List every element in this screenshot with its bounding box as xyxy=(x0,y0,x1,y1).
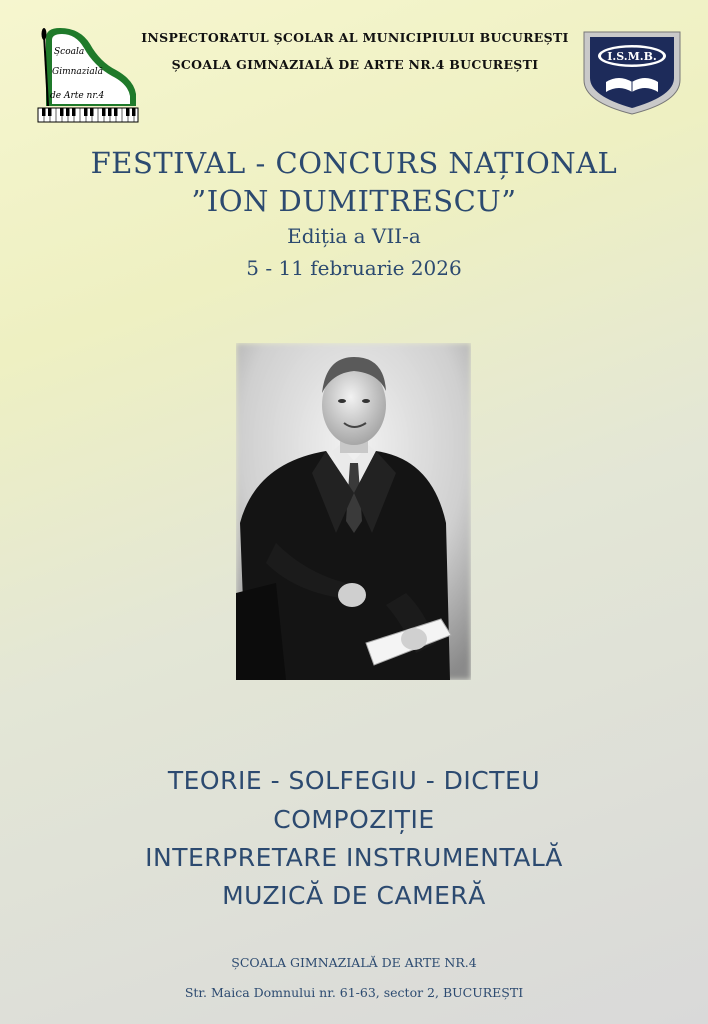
svg-text:Școala: Școala xyxy=(54,47,85,57)
svg-text:I.S.M.B.: I.S.M.B. xyxy=(607,50,657,63)
section-composition: COMPOZIȚIE xyxy=(273,805,435,834)
footer-address: Str. Maica Domnului nr. 61-63, sector 2, BUCUREȘTI xyxy=(184,985,524,1000)
section-instrumental: INTERPRETARE INSTRUMENTALĂ xyxy=(145,843,563,872)
school-name: ȘCOALA GIMNAZIALĂ DE ARTE NR.4 BUCUREȘTI xyxy=(171,57,539,72)
inspectorate-name: INSPECTORATUL ȘCOLAR AL MUNICIPIULUI BUCUREȘTI xyxy=(141,30,569,45)
festival-title: FESTIVAL - CONCURS NAȚIONAL xyxy=(90,146,618,180)
ismb-crest-logo xyxy=(580,28,684,116)
festival-dates: 5 - 11 februarie 2026 xyxy=(246,256,462,280)
footer-school-name: ȘCOALA GIMNAZIALĂ DE ARTE NR.4 xyxy=(231,955,477,970)
svg-text:Gimnazială: Gimnazială xyxy=(52,67,103,77)
school-logo xyxy=(36,24,140,124)
festival-name: ”ION DUMITRESCU” xyxy=(191,184,517,218)
edition: Ediția a VII-a xyxy=(287,224,421,248)
section-theory: TEORIE - SOLFEGIU - DICTEU xyxy=(167,766,541,795)
portrait-photo xyxy=(236,343,471,680)
section-chamber-music: MUZICĂ DE CAMERĂ xyxy=(222,881,486,910)
svg-text:de Arte nr.4: de Arte nr.4 xyxy=(50,91,105,101)
